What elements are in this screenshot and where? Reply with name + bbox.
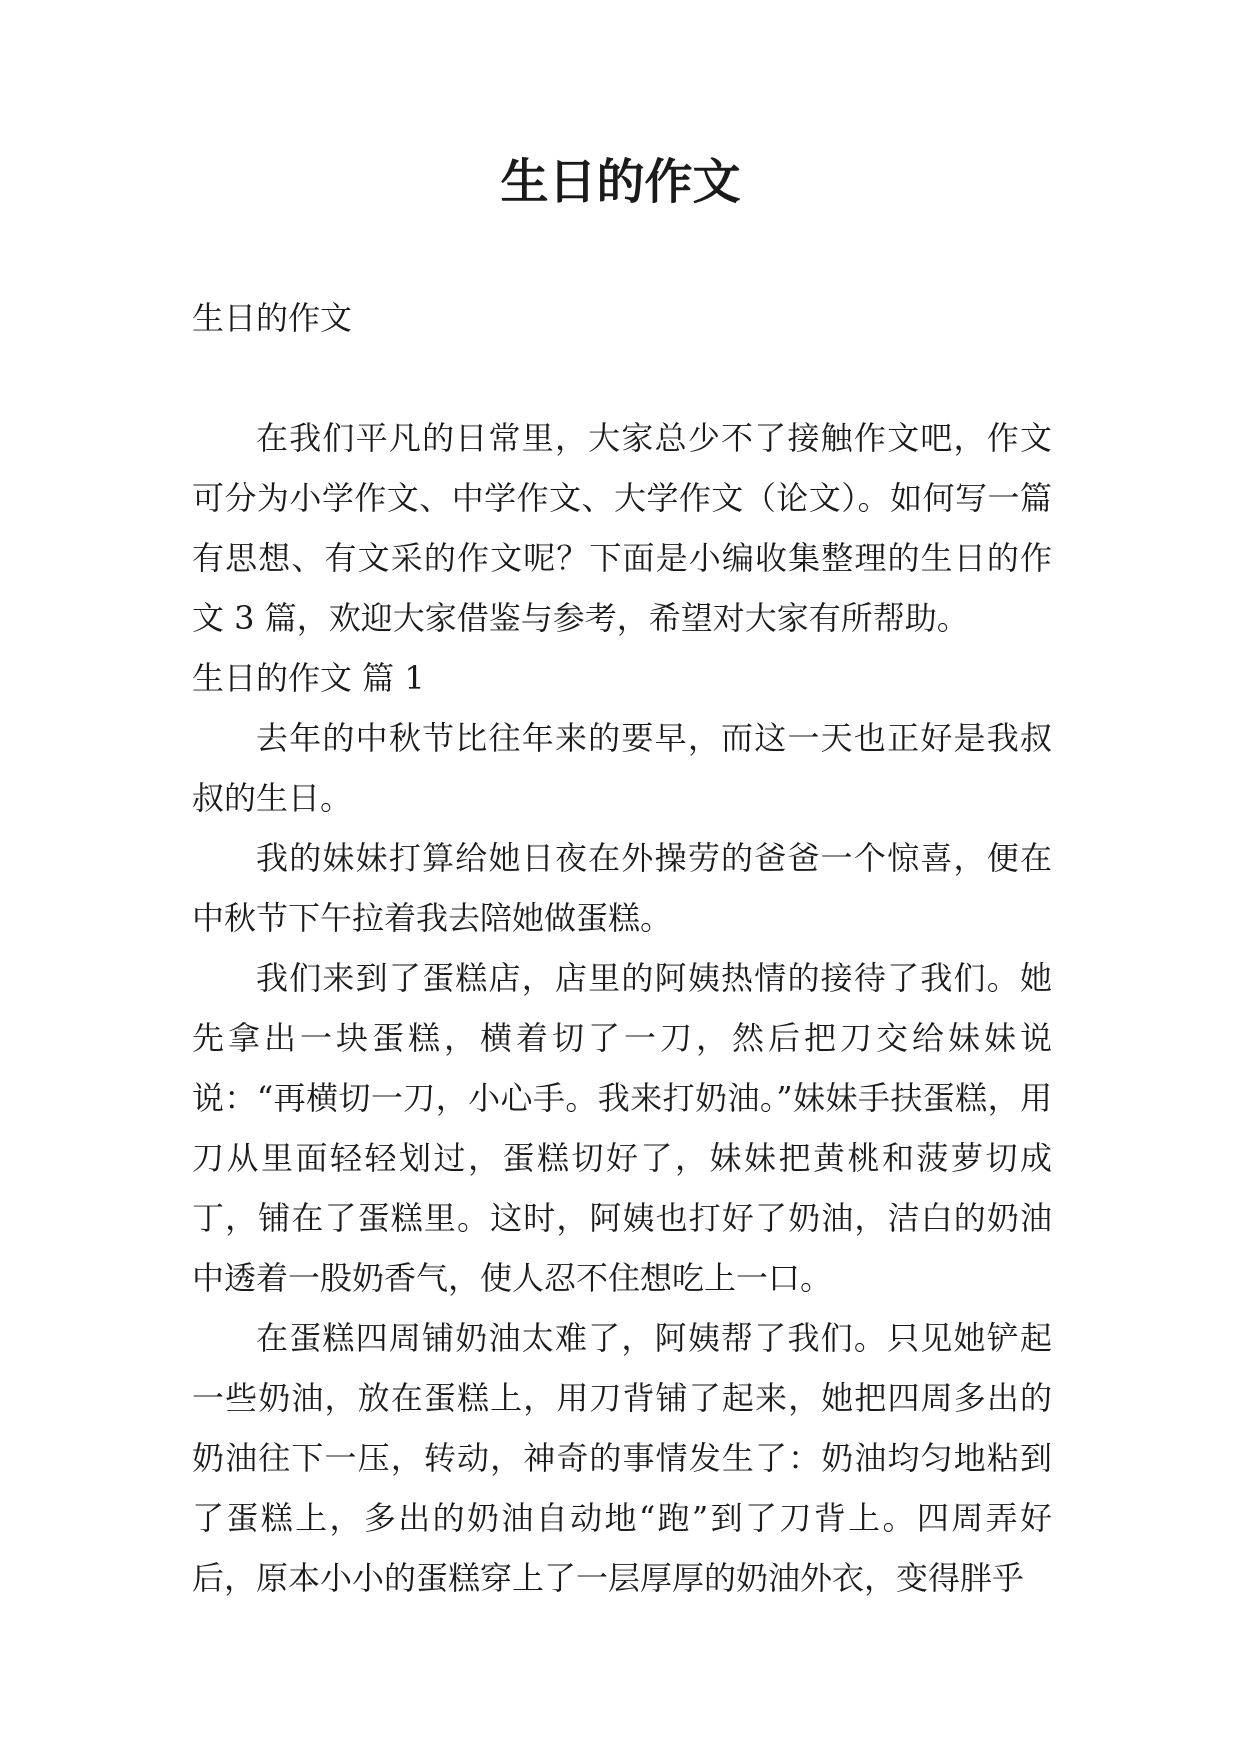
intro-paragraph: 在我们平凡的日常里，大家总少不了接触作文吧，作文可分为小学作文、中学作文、大学作文（论文）。如何写一篇有思想、有文采的作文呢？下面是小编收集整理的生日的作文 3 篇，欢迎大家借鉴与参考，希望对大家有所帮助。 <box>192 419 1052 637</box>
body-paragraph: 在蛋糕四周铺奶油太难了，阿姨帮了我们。只见她铲起一些奶油，放在蛋糕上，用刀背铺了起来，她把四周多出的奶油往下一压，转动，神奇的事情发生了：奶油均匀地粘到了蛋糕上，多出的奶油自动地“跑”到了刀背上。四周弄好后，原本小小的蛋糕穿上了一层厚厚的奶油外衣，变得胖乎 <box>192 1319 1052 1597</box>
section-heading: 生日的作文 篇 1 <box>192 659 425 697</box>
body-paragraph: 我的妹妹打算给她日夜在外操劳的爸爸一个惊喜，便在中秋节下午拉着我去陪她做蛋糕。 <box>192 839 1052 937</box>
body-paragraph: 我们来到了蛋糕店，店里的阿姨热情的接待了我们。她先拿出一块蛋糕，横着切了一刀，然后把刀交给妹妹说说：“再横切一刀，小心手。我来打奶油。”妹妹手扶蛋糕，用刀从里面轻轻划过，蛋糕切好了，妹妹把黄桃和菠萝切成丁，铺在了蛋糕里。这时，阿姨也打好了奶油，洁白的奶油中透着一股奶香气，使人忍不住想吃上一口。 <box>192 959 1052 1297</box>
document-subtitle: 生日的作文 <box>192 299 353 337</box>
body-paragraph: 去年的中秋节比往年来的要早，而这一天也正好是我叔叔的生日。 <box>192 719 1052 817</box>
document-body <box>192 288 1052 1608</box>
document-title: 生日的作文 <box>500 154 741 210</box>
